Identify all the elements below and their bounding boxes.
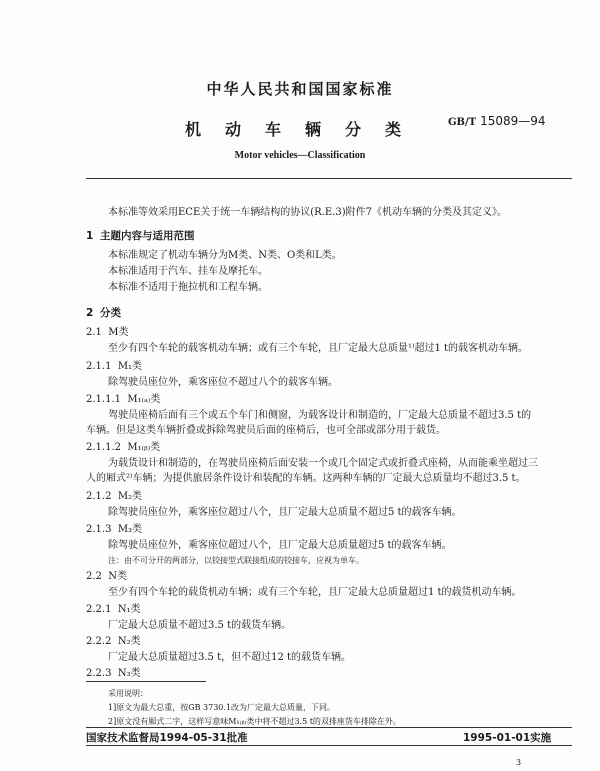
clause-2-2-1-number: 2.2.1 — [86, 604, 112, 615]
standard-prefix: GB/T — [448, 117, 477, 128]
clause-2-1-2-text: 除驾驶员座位外，乘客座位超过八个，且厂定最大总质量不超过5 t的载客车辆。 — [108, 507, 462, 518]
section-2-number: 2 — [86, 307, 94, 319]
standard-org-title: 中华人民共和国国家标准 — [206, 80, 394, 98]
clause-2-1-1-text: 除驾驶员座位外，乘客座位不超过八个的载客车辆。 — [108, 377, 338, 388]
clause-2-2-2-heading — [86, 635, 141, 649]
clause-2-1-3-heading — [86, 523, 142, 537]
clause-2-1-1-number: 2.1.1 — [86, 361, 112, 372]
implementation-date: 1995-01-01实施 — [463, 732, 552, 744]
section-1-line-3: 本标准不适用于拖拉机和工程车辆。 — [108, 282, 268, 293]
clause-2-2-text: 至少有四个车轮的载货机动车辆；或有三个车轮，且厂定最大总质量超过1 t的载货机动车辆。 — [108, 587, 522, 598]
clause-2-1-2-label: M₂类 — [117, 491, 143, 502]
clause-2-1-1-1-number: 2.1.1.1 — [86, 394, 121, 405]
clause-2-1-label: M类 — [108, 327, 129, 338]
clause-2-1-1-1-line-2: 车辆。但是这类车辆折叠或拆除驾驶员后面的座椅后，也可全部或部分用于载货。 — [86, 425, 446, 436]
articulated-vehicle-note: 注：由不可分开的两部分，以铰接型式联接组成的铰接车，应视为单车。 — [108, 556, 364, 565]
clause-2-1-heading — [86, 326, 129, 340]
section-1-heading — [86, 228, 195, 243]
clause-2-1-3-number: 2.1.3 — [86, 524, 112, 535]
section-2-title: 分类 — [100, 307, 121, 319]
footnote-2: 2]原文没有厢式二字，这样写意味M₁₍ᵦ₎类中将不超过3.5 t的双排座货车排除在外。 — [108, 717, 401, 726]
document-subtitle-en: Motor vehicles—Classification — [234, 150, 366, 161]
clause-2-2-1-label: N₁类 — [117, 604, 141, 615]
clause-2-1-1-1-label: M₁₍ₐ₎类 — [127, 394, 161, 405]
clause-2-1-1-1-line-1: 驾驶员座椅后面有三个或五个车门和侧窗，为载客设计和制造的，厂定最大总质量不超过3.5 t的 — [108, 410, 532, 421]
clause-2-2-heading — [86, 570, 127, 584]
footnote-1: 1]原文为最大总重，按GB 3730.1改为厂定最大总质量，下同。 — [108, 703, 336, 712]
clause-2-2-2-number: 2.2.2 — [86, 636, 112, 647]
intro-paragraph: 本标准等效采用ECE关于统一车辆结构的协议(R.E.3)附件7《机动车辆的分类及其定义》。 — [108, 207, 507, 218]
footer-bottom-rule — [86, 745, 572, 746]
section-2-heading — [86, 305, 121, 320]
clause-2-1-1-heading — [86, 360, 142, 374]
section-1-line-2: 本标准适用于汽车、挂车及摩托车。 — [108, 266, 268, 277]
clause-2-1-3-label: M₃类 — [117, 524, 143, 535]
clause-2-2-3-number: 2.2.3 — [86, 668, 112, 679]
approval-line: 国家技术监督局1994-05-31批准 — [86, 732, 248, 744]
clause-2-1-1-2-line-1: 为载货设计和制造的，在驾驶员座椅后面安装一个或几个固定式或折叠式座椅，从而能乘坐超过三 — [108, 458, 538, 469]
page-number: 3 — [516, 758, 522, 767]
clause-2-1-2-number: 2.1.2 — [86, 491, 112, 502]
standard-number: 15089—94 — [480, 114, 546, 128]
document-title: 机动车辆分类 — [184, 120, 425, 139]
footnote-separator — [86, 681, 206, 682]
clause-2-2-1-heading — [86, 603, 141, 617]
clause-2-2-1-text: 厂定最大总质量不超过3.5 t的载货车辆。 — [108, 620, 292, 631]
clause-2-2-3-label: N₃类 — [117, 668, 141, 679]
clause-2-2-number: 2.2 — [86, 571, 102, 582]
header-rule — [86, 178, 572, 179]
clause-2-1-text: 至少有四个车轮的载客机动车辆；或有三个车轮，且厂定最大总质量¹⁾超过1 t的载客机动车辆。 — [108, 343, 529, 354]
clause-2-1-1-2-number: 2.1.1.2 — [86, 442, 121, 453]
clause-2-1-1-1-heading — [86, 393, 160, 407]
section-1-line-1: 本标准规定了机动车辆分为M类、N类、O类和L类。 — [108, 250, 342, 261]
clause-2-1-3-text: 除驾驶员座位外，乘客座位超过八个，且厂定最大总质量超过5 t的载客车辆。 — [108, 540, 452, 551]
clause-2-2-2-text: 厂定最大总质量超过3.5 t，但不超过12 t的载货车辆。 — [108, 652, 352, 663]
clause-2-2-2-label: N₂类 — [117, 636, 141, 647]
clause-2-1-1-2-label: M₁₍ᵦ₎类 — [127, 442, 161, 453]
section-1-title: 主题内容与适用范围 — [100, 230, 195, 242]
footer-rule — [86, 727, 572, 728]
clause-2-1-2-heading — [86, 490, 142, 504]
clause-2-1-number: 2.1 — [86, 327, 102, 338]
footnotes-title: 采用说明： — [108, 689, 148, 698]
clause-2-1-1-label: M₁类 — [117, 361, 143, 372]
section-1-number: 1 — [86, 230, 94, 242]
clause-2-2-3-heading — [86, 667, 141, 681]
clause-2-1-1-2-line-2: 人的厢式²⁾车辆；为提供旅居条件设计和装配的车辆。这两种车辆的厂定最大总质量均不超过3.5 t。 — [86, 473, 526, 484]
clause-2-1-1-2-heading — [86, 441, 160, 455]
clause-2-2-label: N类 — [108, 571, 128, 582]
